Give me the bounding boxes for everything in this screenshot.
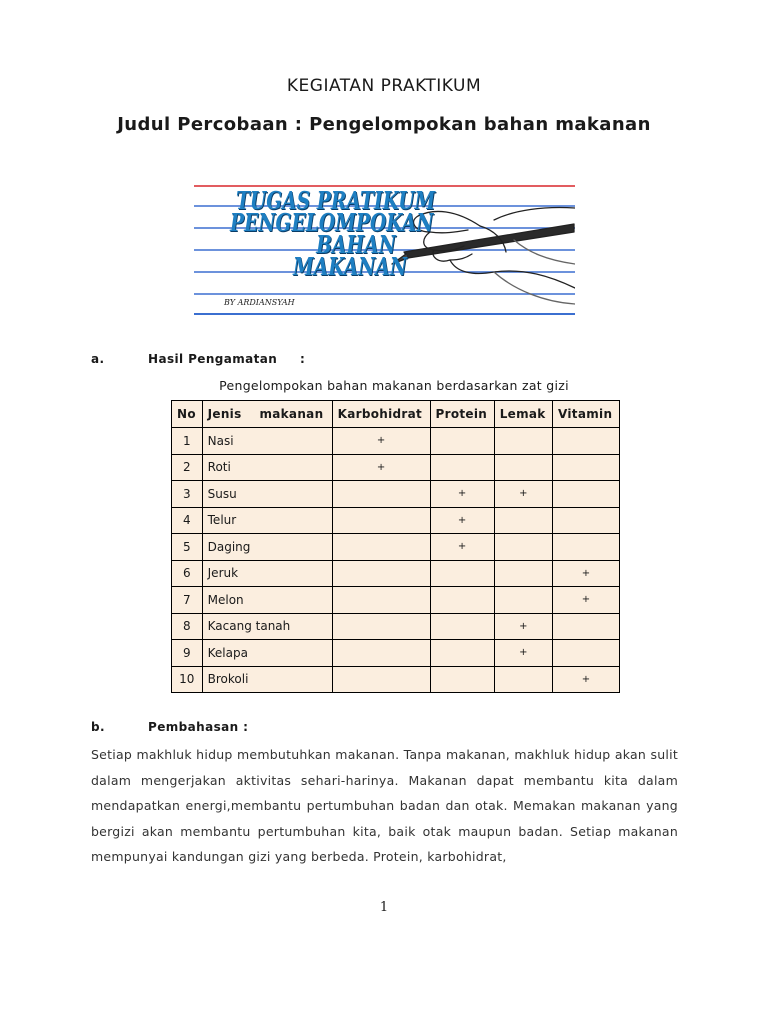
table-caption: Pengelompokan bahan makanan berdasarkan zat gizi [219, 378, 569, 393]
cell-no: 5 [172, 534, 203, 561]
cell-no: 7 [172, 587, 203, 614]
cell-karbohidrat [332, 560, 430, 587]
cell-protein [430, 560, 494, 587]
header-lemak: Lemak [494, 401, 552, 428]
cell-lemak [494, 534, 552, 561]
cell-vitamin: + [553, 560, 620, 587]
cell-no: 3 [172, 481, 203, 508]
cell-lemak [494, 454, 552, 481]
cell-protein: + [430, 507, 494, 534]
banner-title-line-4: MAKANAN [292, 252, 408, 281]
cell-karbohidrat [332, 587, 430, 614]
cell-karbohidrat [332, 481, 430, 508]
banner-title-line-3: BAHAN [316, 230, 396, 259]
cell-protein: + [430, 481, 494, 508]
cell-karbohidrat [332, 507, 430, 534]
section-a-heading: Hasil Pengamatan [148, 352, 278, 366]
cell-protein [430, 666, 494, 693]
section-a-colon: : [300, 352, 306, 366]
cell-protein [430, 454, 494, 481]
cell-lemak [494, 587, 552, 614]
cell-no: 6 [172, 560, 203, 587]
header-jenis-makanan: Jenis makanan [202, 401, 332, 428]
page-title: KEGIATAN PRAKTIKUM [286, 76, 482, 96]
experiment-title: Judul Percobaan : Pengelompokan bahan makanan [117, 114, 651, 135]
cell-lemak [494, 560, 552, 587]
section-b-heading: Pembahasan : [148, 720, 249, 734]
banner-title-line-1: TUGAS PRATIKUM [236, 186, 436, 215]
discussion-paragraph: Setiap makhluk hidup membutuhkan makanan. Tanpa makanan, makhluk hidup akan sulit dalam mengerjakan aktivitas sehari-harinya. Makanan dapat membantu kita dalam mendapatkan energi,membantu pertumbuhan badan dan otak. Memakan makanan yang bergizi akan membantu pertumbuhan kita, baik otak maupun badan. Setiap makanan mempunyai kandungan gizi yang berbeda. Protein, karbohidrat, [91, 747, 678, 865]
table-row [172, 481, 620, 508]
cell-jenis: Jeruk [202, 560, 332, 587]
table-row [172, 507, 620, 534]
banner-title-line-2: PENGELOMPOKAN [230, 208, 434, 237]
cell-no: 10 [172, 666, 203, 693]
cell-jenis: Kelapa [202, 640, 332, 667]
cell-jenis: Susu [202, 481, 332, 508]
cell-karbohidrat [332, 640, 430, 667]
cell-jenis: Telur [202, 507, 332, 534]
table-row [172, 534, 620, 561]
table-row [172, 613, 620, 640]
cell-protein [430, 428, 494, 455]
banner-byline: BY ARDIANSYAH [224, 298, 295, 307]
header-vitamin: Vitamin [553, 401, 620, 428]
cell-vitamin [553, 640, 620, 667]
cell-vitamin [553, 613, 620, 640]
cell-jenis: Kacang tanah [202, 613, 332, 640]
cell-no: 9 [172, 640, 203, 667]
cell-jenis: Nasi [202, 428, 332, 455]
table-header-row [172, 401, 620, 428]
cell-vitamin [553, 454, 620, 481]
table-row [172, 428, 620, 455]
cell-vitamin [553, 428, 620, 455]
section-a-letter: a. [91, 352, 105, 366]
nutrition-table [171, 400, 620, 693]
cell-vitamin: + [553, 587, 620, 614]
cell-vitamin [553, 481, 620, 508]
cell-karbohidrat: + [332, 428, 430, 455]
cell-no: 4 [172, 507, 203, 534]
cell-jenis: Brokoli [202, 666, 332, 693]
table-row [172, 454, 620, 481]
page-number: 1 [379, 900, 389, 915]
cell-lemak: + [494, 613, 552, 640]
table-row [172, 560, 620, 587]
table-row [172, 640, 620, 667]
cell-vitamin [553, 534, 620, 561]
cell-lemak: + [494, 640, 552, 667]
cell-lemak [494, 666, 552, 693]
cell-protein: + [430, 534, 494, 561]
cell-jenis: Roti [202, 454, 332, 481]
cell-karbohidrat [332, 534, 430, 561]
cell-lemak [494, 507, 552, 534]
cell-protein [430, 587, 494, 614]
cell-lemak [494, 428, 552, 455]
cell-karbohidrat [332, 666, 430, 693]
header-karbohidrat: Karbohidrat [332, 401, 430, 428]
cell-jenis: Daging [202, 534, 332, 561]
header-no: No [172, 401, 203, 428]
header-protein: Protein [430, 401, 494, 428]
cell-no: 2 [172, 454, 203, 481]
cell-protein [430, 640, 494, 667]
cell-karbohidrat: + [332, 454, 430, 481]
cell-karbohidrat [332, 613, 430, 640]
cell-no: 1 [172, 428, 203, 455]
banner-image [194, 180, 575, 317]
table-row [172, 587, 620, 614]
table-row [172, 666, 620, 693]
cell-no: 8 [172, 613, 203, 640]
cell-vitamin [553, 507, 620, 534]
section-b-letter: b. [91, 720, 105, 734]
cell-protein [430, 613, 494, 640]
cell-vitamin: + [553, 666, 620, 693]
cell-jenis: Melon [202, 587, 332, 614]
cell-lemak: + [494, 481, 552, 508]
